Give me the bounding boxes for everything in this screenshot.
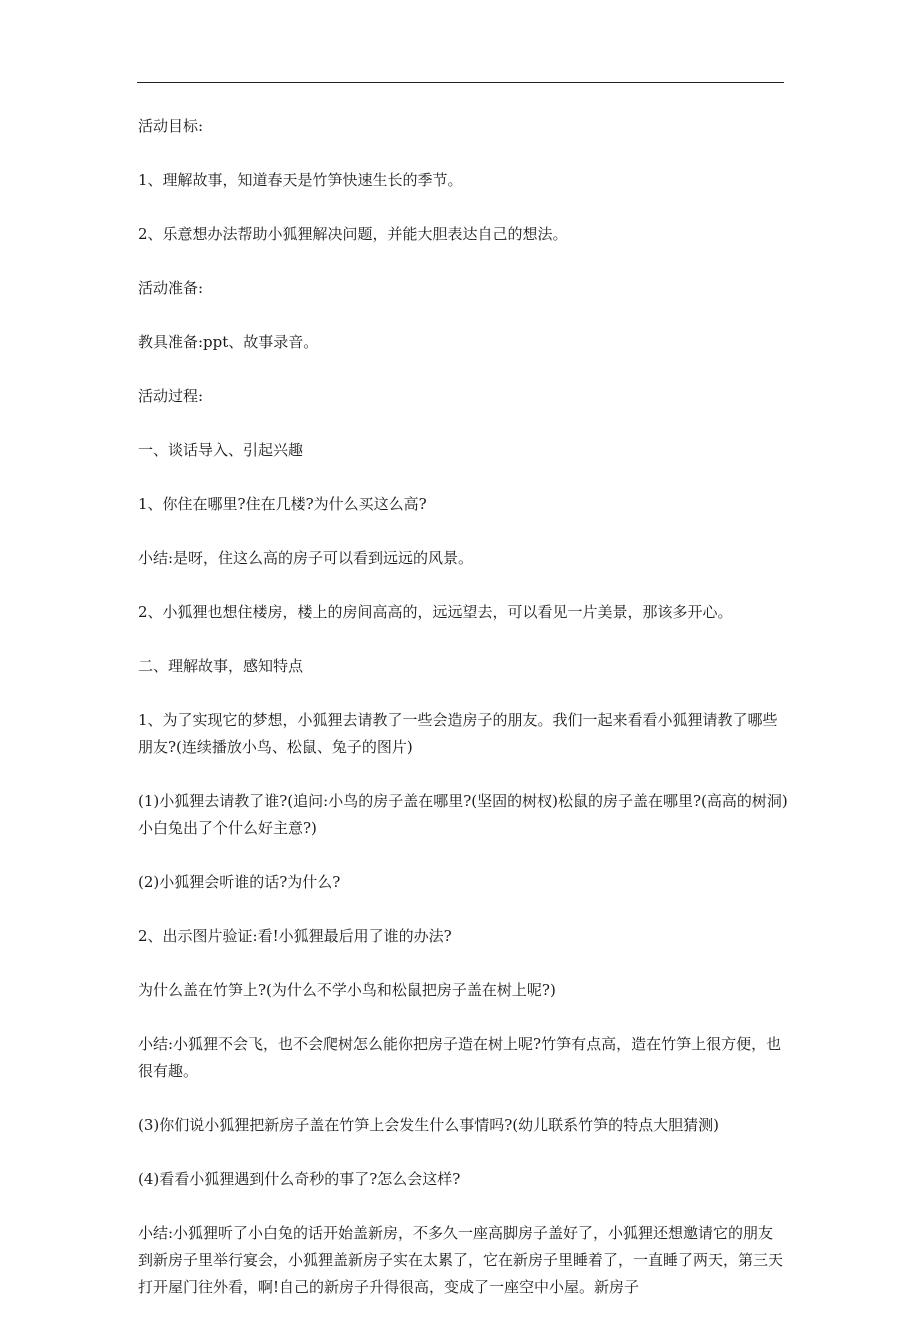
goal-item-1: 1、理解故事，知道春天是竹笋快速生长的季节。 — [138, 171, 463, 189]
process-step-1-heading: 一、谈话导入、引起兴趣 — [138, 441, 304, 459]
section-heading-goals: 活动目标: — [138, 117, 204, 135]
process-question-2: 2、小狐狸也想住楼房，楼上的房间高高的，远远望去，可以看见一片美景，那该多开心。 — [138, 603, 733, 621]
story-question-3: 为什么盖在竹笋上?(为什么不学小鸟和松鼠把房子盖在树上呢?) — [138, 981, 556, 999]
summary-paragraph-2: 小结:小狐狸不会飞，也不会爬树怎么能你把房子造在树上呢?竹笋有点高，造在竹笋上很方便，也很有趣。 — [138, 1035, 782, 1080]
document-body — [138, 113, 788, 1328]
story-paragraph-1: 1、为了实现它的梦想，小狐狸去请教了一些会造房子的朋友。我们一起来看看小狐狸请教了哪些朋友?(连续播放小鸟、松鼠、兔子的图片) — [138, 711, 778, 756]
preparation-item: 教具准备:ppt、故事录音。 — [138, 333, 319, 351]
header-rule — [137, 82, 784, 83]
story-question-1: (1)小狐狸去请教了谁?(追问:小鸟的房子盖在哪里?(坚固的树杈)松鼠的房子盖在哪里?(高高的树洞)小白兔出了个什么好主意?) — [138, 792, 788, 837]
process-step-2-heading: 二、理解故事，感知特点 — [138, 657, 304, 675]
story-question-2: (2)小狐狸会听谁的话?为什么? — [138, 873, 341, 891]
story-question-4: (3)你们说小狐狸把新房子盖在竹笋上会发生什么事情吗?(幼儿联系竹笋的特点大胆猜测) — [138, 1116, 719, 1134]
goal-item-2: 2、乐意想办法帮助小狐狸解决问题，并能大胆表达自己的想法。 — [138, 225, 568, 243]
section-heading-process: 活动过程: — [138, 387, 204, 405]
summary-paragraph-3: 小结:小狐狸听了小白兔的话开始盖新房，不多久一座高脚房子盖好了，小狐狸还想邀请它的朋友到新房子里举行宴会，小狐狸盖新房子实在太累了，它在新房子里睡着了，一直睡了两天，第三天打开屋门往外看，啊!自己的新房子升得很高，变成了一座空中小屋。新房子 — [138, 1224, 784, 1296]
story-paragraph-2: 2、出示图片验证:看!小狐狸最后用了谁的办法? — [138, 927, 452, 945]
story-question-5: (4)看看小狐狸遇到什么奇秒的事了?怎么会这样? — [138, 1170, 461, 1188]
process-question-1: 1、你住在哪里?住在几楼?为什么买这么高? — [138, 495, 427, 513]
section-heading-preparation: 活动准备: — [138, 279, 204, 297]
summary-paragraph-1: 小结:是呀，住这么高的房子可以看到远远的风景。 — [138, 549, 474, 567]
